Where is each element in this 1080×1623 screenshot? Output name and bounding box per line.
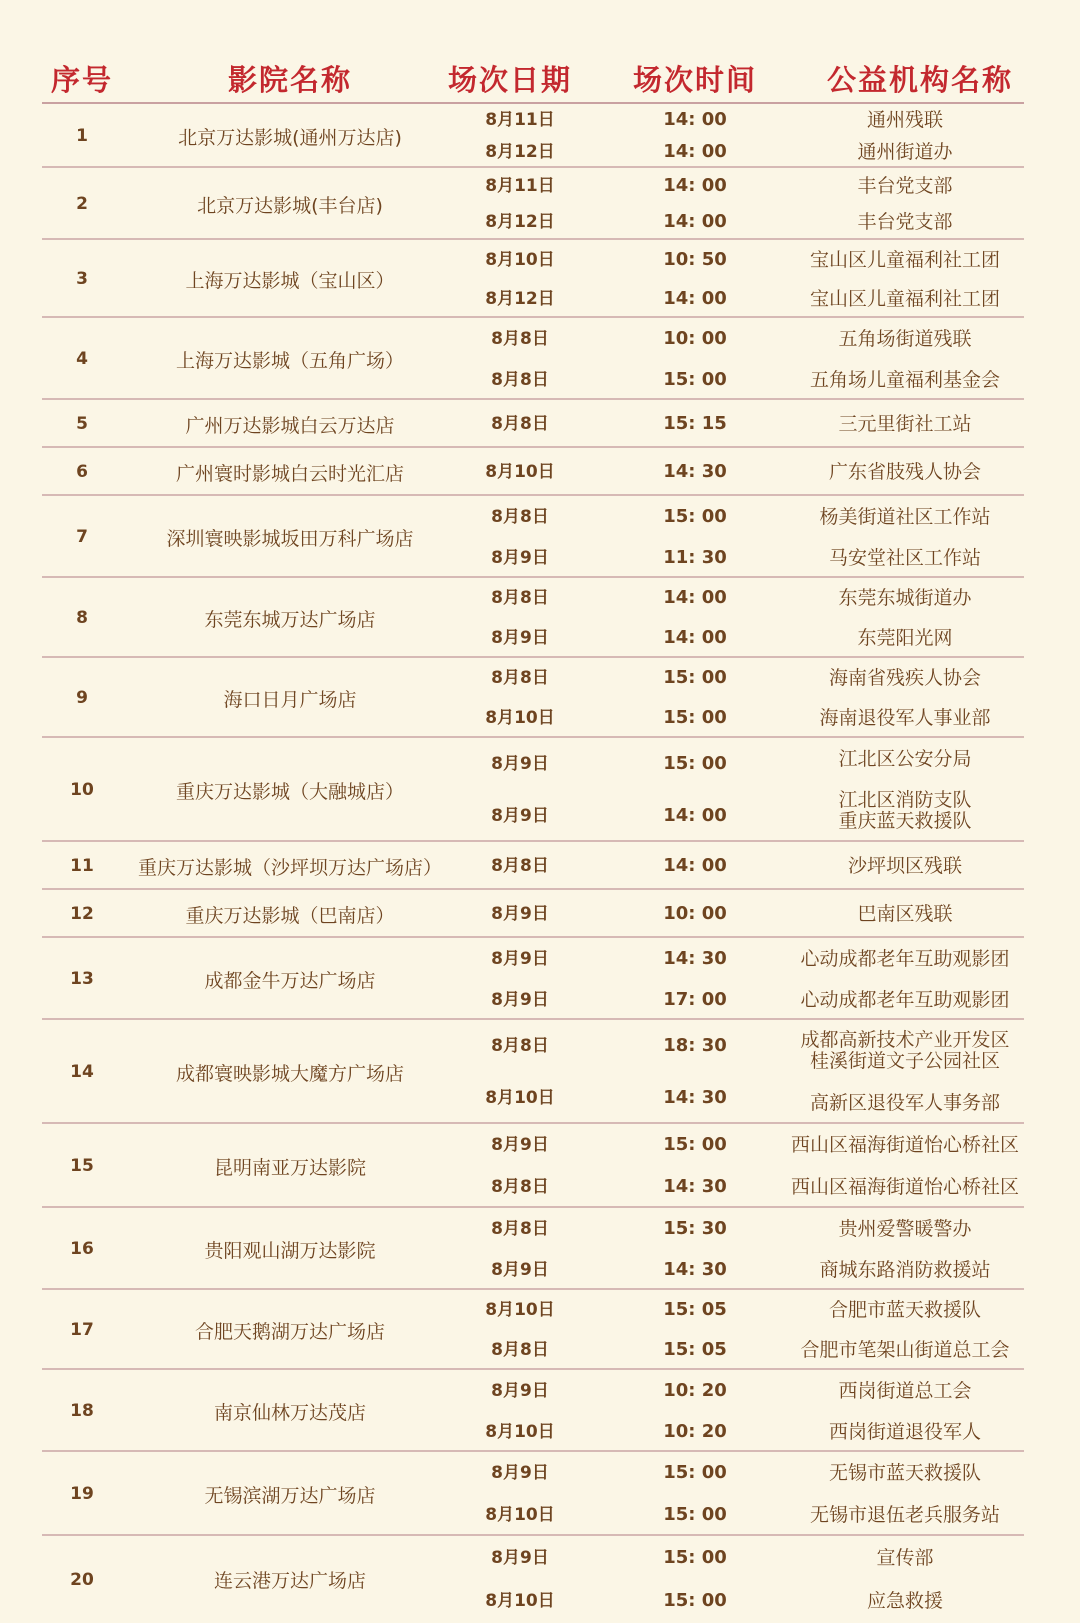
- cinema-name: 无锡滨湖万达广场店: [204, 1484, 376, 1507]
- session-date: 8月8日: [491, 328, 549, 349]
- session-date: 8月9日: [491, 806, 549, 826]
- charity-orgs: [745, 1124, 1065, 1208]
- session-time: 10: 20: [663, 1420, 727, 1442]
- session-dates: [440, 738, 600, 842]
- charity-orgs: [745, 400, 1065, 448]
- charity-org-group: [848, 855, 962, 877]
- cinema-name: 南京仙林万达茂店: [213, 1401, 366, 1424]
- header-time: 场次时间: [632, 63, 757, 97]
- session-date: 8月8日: [491, 668, 549, 688]
- cinema-name: 成都寰映影城大魔方广场店: [175, 1062, 404, 1085]
- charity-orgs: [745, 448, 1065, 496]
- table-row: [0, 1020, 1080, 1124]
- row-number: 8: [76, 608, 88, 628]
- row-number: 19: [70, 1484, 94, 1504]
- charity-org: 马安堂社区工作站: [828, 546, 981, 569]
- session-date: 8月9日: [491, 1380, 549, 1401]
- session-time: 15: 00: [663, 1134, 727, 1155]
- session-time: 15: 00: [663, 505, 727, 527]
- charity-org-group: [857, 141, 952, 163]
- session-date: 8月12日: [485, 212, 555, 232]
- cinema-name: 重庆万达影城（大融城店）: [175, 780, 404, 803]
- cinema-name: 昆明南亚万达影院: [213, 1156, 366, 1179]
- session-date: 8月10日: [485, 462, 555, 482]
- session-dates: [440, 842, 600, 890]
- charity-orgs: [745, 496, 1065, 578]
- table-row: [0, 496, 1080, 578]
- session-date: 8月10日: [485, 249, 555, 270]
- table-row: [0, 1452, 1080, 1536]
- charity-orgs: [745, 1536, 1065, 1623]
- row-number: 11: [70, 856, 94, 876]
- charity-org: 杨美街道社区工作站: [819, 505, 991, 528]
- session-dates: [440, 240, 600, 318]
- row-number: 3: [76, 269, 88, 289]
- cinema-name: 海口日月广场店: [223, 688, 357, 711]
- charity-orgs: [745, 1452, 1065, 1536]
- session-dates: [440, 1370, 600, 1452]
- session-time: 15: 00: [663, 1546, 727, 1568]
- cinema-name: 连云港万达广场店: [213, 1570, 366, 1592]
- charity-orgs: [745, 1370, 1065, 1452]
- table-row: [0, 240, 1080, 318]
- session-date: 8月9日: [491, 1135, 549, 1155]
- charity-org-group: [791, 1134, 1019, 1156]
- cinema-name: 重庆万达影城（沙坪坝万达广场店）: [137, 856, 442, 879]
- table-row: [0, 1370, 1080, 1452]
- table-row: [0, 168, 1080, 240]
- charity-org-group: [819, 506, 990, 528]
- session-date: 8月12日: [485, 142, 555, 162]
- session-date: 8月9日: [491, 948, 549, 969]
- session-time: 15: 00: [663, 368, 727, 390]
- charity-org: 宣传部: [876, 1546, 934, 1569]
- table-row: [0, 1536, 1080, 1623]
- charity-org: 五角场街道残联: [838, 327, 972, 350]
- cinema-name: 重庆万达影城（巴南店）: [185, 904, 395, 927]
- charity-org: 丰台党支部: [857, 175, 953, 197]
- charity-org-group: [867, 1590, 943, 1612]
- session-dates: [440, 104, 600, 168]
- session-dates: [440, 318, 600, 400]
- session-time: 10: 50: [663, 248, 727, 270]
- charity-org-group: [838, 1218, 971, 1240]
- cinema-name: 合肥天鹅湖万达广场店: [194, 1320, 385, 1343]
- charity-org: 五角场儿童福利基金会: [809, 368, 1000, 391]
- charity-org: 心动成都老年互助观影团: [800, 947, 1010, 970]
- row-number: 4: [76, 349, 88, 369]
- session-time: 15: 00: [663, 753, 727, 774]
- charity-org-group: [800, 948, 1009, 970]
- header-date: 场次日期: [447, 63, 572, 97]
- charity-org: 东莞阳光网: [857, 627, 953, 649]
- cinema-name: 北京万达影城(丰台店): [197, 194, 383, 217]
- row-number: 12: [70, 904, 94, 924]
- session-date: 8月10日: [485, 1300, 555, 1320]
- charity-org: 通州街道办: [857, 141, 953, 163]
- charity-org: 海南省残疾人协会: [828, 667, 981, 689]
- charity-org: 宝山区儿童福利社工团: [809, 287, 1000, 310]
- charity-org-group: [829, 461, 981, 483]
- session-date: 8月9日: [491, 1547, 549, 1568]
- charity-org: 三元里街社工站: [838, 413, 972, 435]
- charity-org-group: [810, 1504, 1000, 1526]
- session-date: 8月9日: [491, 547, 549, 568]
- session-time: 15: 05: [663, 1299, 727, 1320]
- session-date: 8月10日: [485, 1421, 555, 1442]
- session-date: 8月9日: [491, 754, 549, 774]
- cinema-name: 广州寰时影城白云时光汇店: [175, 462, 404, 485]
- session-date: 8月8日: [491, 1340, 549, 1360]
- charity-org: 西山区福海街道怡心桥社区: [790, 1176, 1019, 1198]
- table-row: [0, 890, 1080, 938]
- row-number: 9: [76, 688, 88, 708]
- charity-org-group: [829, 547, 981, 569]
- charity-orgs: [745, 890, 1065, 938]
- cinema-name: 广州万达影城白云万达店: [185, 414, 395, 437]
- session-date: 8月9日: [491, 628, 549, 648]
- charity-orgs: [745, 168, 1065, 240]
- charity-org: 西岗街道退役军人: [828, 1420, 981, 1443]
- charity-org: 宝山区儿童福利社工团: [809, 248, 1000, 271]
- cinema-name: 深圳寰映影城坂田万科广场店: [166, 527, 414, 550]
- session-time: 11: 30: [663, 546, 727, 568]
- session-time: 10: 00: [663, 903, 727, 924]
- row-number: 10: [70, 780, 94, 800]
- row-number: 15: [70, 1156, 94, 1176]
- table-row: [0, 1124, 1080, 1208]
- session-time: 15: 05: [663, 1339, 727, 1360]
- charity-org: 江北区公安分局: [838, 748, 972, 770]
- session-time: 14: 30: [663, 461, 727, 482]
- session-time: 15: 00: [663, 1590, 727, 1612]
- session-time: 14: 30: [663, 1258, 727, 1280]
- session-time: 15: 15: [663, 413, 727, 434]
- session-date: 8月11日: [485, 176, 555, 196]
- charity-org: 成都高新技术产业开发区: [800, 1029, 1010, 1051]
- session-time: 15: 00: [663, 1462, 727, 1483]
- session-time: 15: 00: [663, 707, 727, 728]
- table-row: [0, 318, 1080, 400]
- charity-orgs: [745, 240, 1065, 318]
- charity-org-group: [810, 288, 1000, 310]
- session-time: 14: 00: [663, 141, 727, 162]
- charity-org-group: [800, 1030, 1009, 1072]
- charity-org: 西山区福海街道怡心桥社区: [790, 1134, 1019, 1156]
- charity-orgs: [745, 842, 1065, 890]
- session-time: 14: 00: [663, 587, 727, 608]
- session-time: 17: 00: [663, 988, 727, 1010]
- charity-orgs: [745, 1020, 1065, 1124]
- session-date: 8月11日: [485, 110, 555, 130]
- session-dates: [440, 1020, 600, 1124]
- charity-org: 心动成都老年互助观影团: [800, 988, 1010, 1011]
- charity-org: 应急救援: [866, 1590, 943, 1613]
- charity-org: 重庆蓝天救援队: [838, 810, 972, 832]
- cinema-name: 贵阳观山湖万达影院: [204, 1239, 376, 1262]
- row-number: 17: [70, 1320, 94, 1340]
- table-row: [0, 578, 1080, 658]
- charity-org-group: [819, 707, 990, 729]
- session-date: 8月8日: [491, 369, 549, 390]
- charity-orgs: [745, 1208, 1065, 1290]
- session-dates: [440, 1290, 600, 1370]
- cinema-name: 上海万达影城（五角广场）: [175, 349, 404, 372]
- cinema-name: 东莞东城万达广场店: [204, 608, 376, 631]
- row-number: 6: [76, 462, 88, 482]
- charity-org-group: [876, 1547, 933, 1569]
- row-number: 14: [70, 1062, 94, 1082]
- session-dates: [440, 1452, 600, 1536]
- charity-org-group: [810, 1092, 1000, 1114]
- session-time: 18: 30: [663, 1035, 727, 1056]
- charity-org-group: [829, 1421, 981, 1443]
- session-time: 14: 00: [663, 211, 727, 232]
- session-dates: [440, 400, 600, 448]
- session-date: 8月9日: [491, 1463, 549, 1483]
- session-date: 8月8日: [491, 1036, 549, 1056]
- charity-org-group: [857, 175, 952, 197]
- charity-org: 海南退役军人事业部: [819, 707, 991, 729]
- session-date: 8月10日: [485, 1591, 555, 1612]
- table-row: [0, 448, 1080, 496]
- header-org: 公益机构名称: [826, 63, 1013, 97]
- charity-org: 广东省肢残人协会: [828, 461, 981, 483]
- charity-orgs: [745, 938, 1065, 1020]
- charity-org-group: [857, 211, 952, 233]
- charity-org: 江北区消防支队: [838, 789, 972, 811]
- session-time: 14: 30: [663, 1087, 727, 1108]
- header-cinema: 影院名称: [227, 63, 352, 97]
- charity-org-group: [810, 249, 1000, 271]
- session-dates: [440, 448, 600, 496]
- session-time: 14: 00: [663, 627, 727, 648]
- session-date: 8月10日: [485, 1505, 555, 1525]
- session-time: 15: 00: [663, 1504, 727, 1525]
- charity-org-group: [857, 627, 952, 649]
- charity-orgs: [745, 318, 1065, 400]
- row-number: 18: [70, 1401, 94, 1421]
- session-time: 14: 30: [663, 1176, 727, 1197]
- session-time: 10: 00: [663, 327, 727, 349]
- session-date: 8月8日: [491, 1218, 549, 1239]
- charity-org: 无锡市蓝天救援队: [828, 1462, 981, 1484]
- session-date: 8月9日: [491, 1259, 549, 1280]
- charity-orgs: [745, 104, 1065, 168]
- charity-org: 沙坪坝区残联: [847, 855, 962, 877]
- charity-org-group: [829, 1299, 981, 1321]
- session-dates: [440, 938, 600, 1020]
- charity-orgs: [745, 738, 1065, 842]
- charity-org: 东莞东城街道办: [838, 587, 972, 609]
- session-time: 15: 30: [663, 1217, 727, 1239]
- session-date: 8月8日: [491, 1177, 549, 1197]
- table-row: [0, 104, 1080, 168]
- table-row: [0, 738, 1080, 842]
- session-date: 8月12日: [485, 288, 555, 309]
- charity-org: 合肥市笔架山街道总工会: [800, 1339, 1010, 1361]
- charity-org-group: [838, 413, 971, 435]
- session-date: 8月8日: [491, 588, 549, 608]
- charity-org: 通州残联: [866, 109, 943, 131]
- charity-org-group: [867, 109, 943, 131]
- charity-org-group: [791, 1176, 1019, 1198]
- row-number: 1: [76, 126, 88, 146]
- session-time: 14: 30: [663, 947, 727, 969]
- session-time: 14: 00: [663, 109, 727, 130]
- charity-org-group: [838, 748, 971, 770]
- session-date: 8月8日: [491, 414, 549, 434]
- row-number: 7: [76, 527, 88, 547]
- charity-org-group: [838, 790, 971, 832]
- charity-org-group: [800, 1339, 1009, 1361]
- header-no: 序号: [50, 63, 113, 97]
- charity-org: 高新区退役军人事务部: [809, 1092, 1000, 1114]
- row-number: 16: [70, 1239, 94, 1259]
- table-row: [0, 658, 1080, 738]
- session-date: 8月8日: [491, 856, 549, 876]
- row-number: 5: [76, 414, 88, 434]
- cinema-name: 北京万达影城(通州万达店): [178, 126, 402, 149]
- charity-org: 桂溪街道文子公园社区: [809, 1050, 1000, 1072]
- session-dates: [440, 168, 600, 240]
- row-number: 2: [76, 194, 88, 214]
- charity-org-group: [829, 667, 981, 689]
- session-dates: [440, 1208, 600, 1290]
- charity-org: 贵州爱警暖警办: [838, 1217, 972, 1240]
- table-row: [0, 1290, 1080, 1370]
- session-time: 10: 20: [663, 1379, 727, 1401]
- session-dates: [440, 1124, 600, 1208]
- charity-org: 合肥市蓝天救援队: [828, 1299, 981, 1321]
- charity-orgs: [745, 578, 1065, 658]
- charity-org: 商城东路消防救援站: [819, 1258, 991, 1281]
- charity-orgs: [745, 658, 1065, 738]
- session-time: 14: 00: [663, 805, 727, 826]
- table-row: [0, 938, 1080, 1020]
- charity-org-group: [819, 1259, 990, 1281]
- session-time: 15: 00: [663, 667, 727, 688]
- table-row: [0, 1208, 1080, 1290]
- charity-org: 无锡市退伍老兵服务站: [809, 1504, 1000, 1526]
- session-dates: [440, 1536, 600, 1623]
- charity-org-group: [838, 328, 971, 350]
- row-number: 13: [70, 969, 94, 989]
- charity-org: 西岗街道总工会: [838, 1379, 972, 1402]
- session-dates: [440, 578, 600, 658]
- charity-org: 丰台党支部: [857, 211, 953, 233]
- row-number: 20: [70, 1569, 94, 1590]
- session-dates: [440, 890, 600, 938]
- session-date: 8月8日: [491, 506, 549, 527]
- charity-org-group: [838, 1380, 971, 1402]
- charity-org: 巴南区残联: [857, 903, 953, 925]
- session-date: 8月9日: [491, 904, 549, 924]
- charity-org-group: [857, 903, 952, 925]
- session-time: 14: 00: [663, 287, 727, 309]
- session-dates: [440, 496, 600, 578]
- table-row: [0, 842, 1080, 890]
- session-date: 8月10日: [485, 708, 555, 728]
- session-time: 14: 00: [663, 855, 727, 876]
- table-row: [0, 400, 1080, 448]
- session-date: 8月10日: [485, 1088, 555, 1108]
- cinema-name: 成都金牛万达广场店: [204, 969, 376, 992]
- session-dates: [440, 658, 600, 738]
- charity-org-group: [800, 989, 1009, 1011]
- charity-org-group: [829, 1462, 981, 1484]
- charity-org-group: [810, 369, 1000, 391]
- cinema-name: 上海万达影城（宝山区）: [185, 269, 395, 292]
- charity-orgs: [745, 1290, 1065, 1370]
- session-date: 8月9日: [491, 989, 549, 1010]
- session-time: 14: 00: [663, 175, 727, 196]
- charity-org-group: [838, 587, 971, 609]
